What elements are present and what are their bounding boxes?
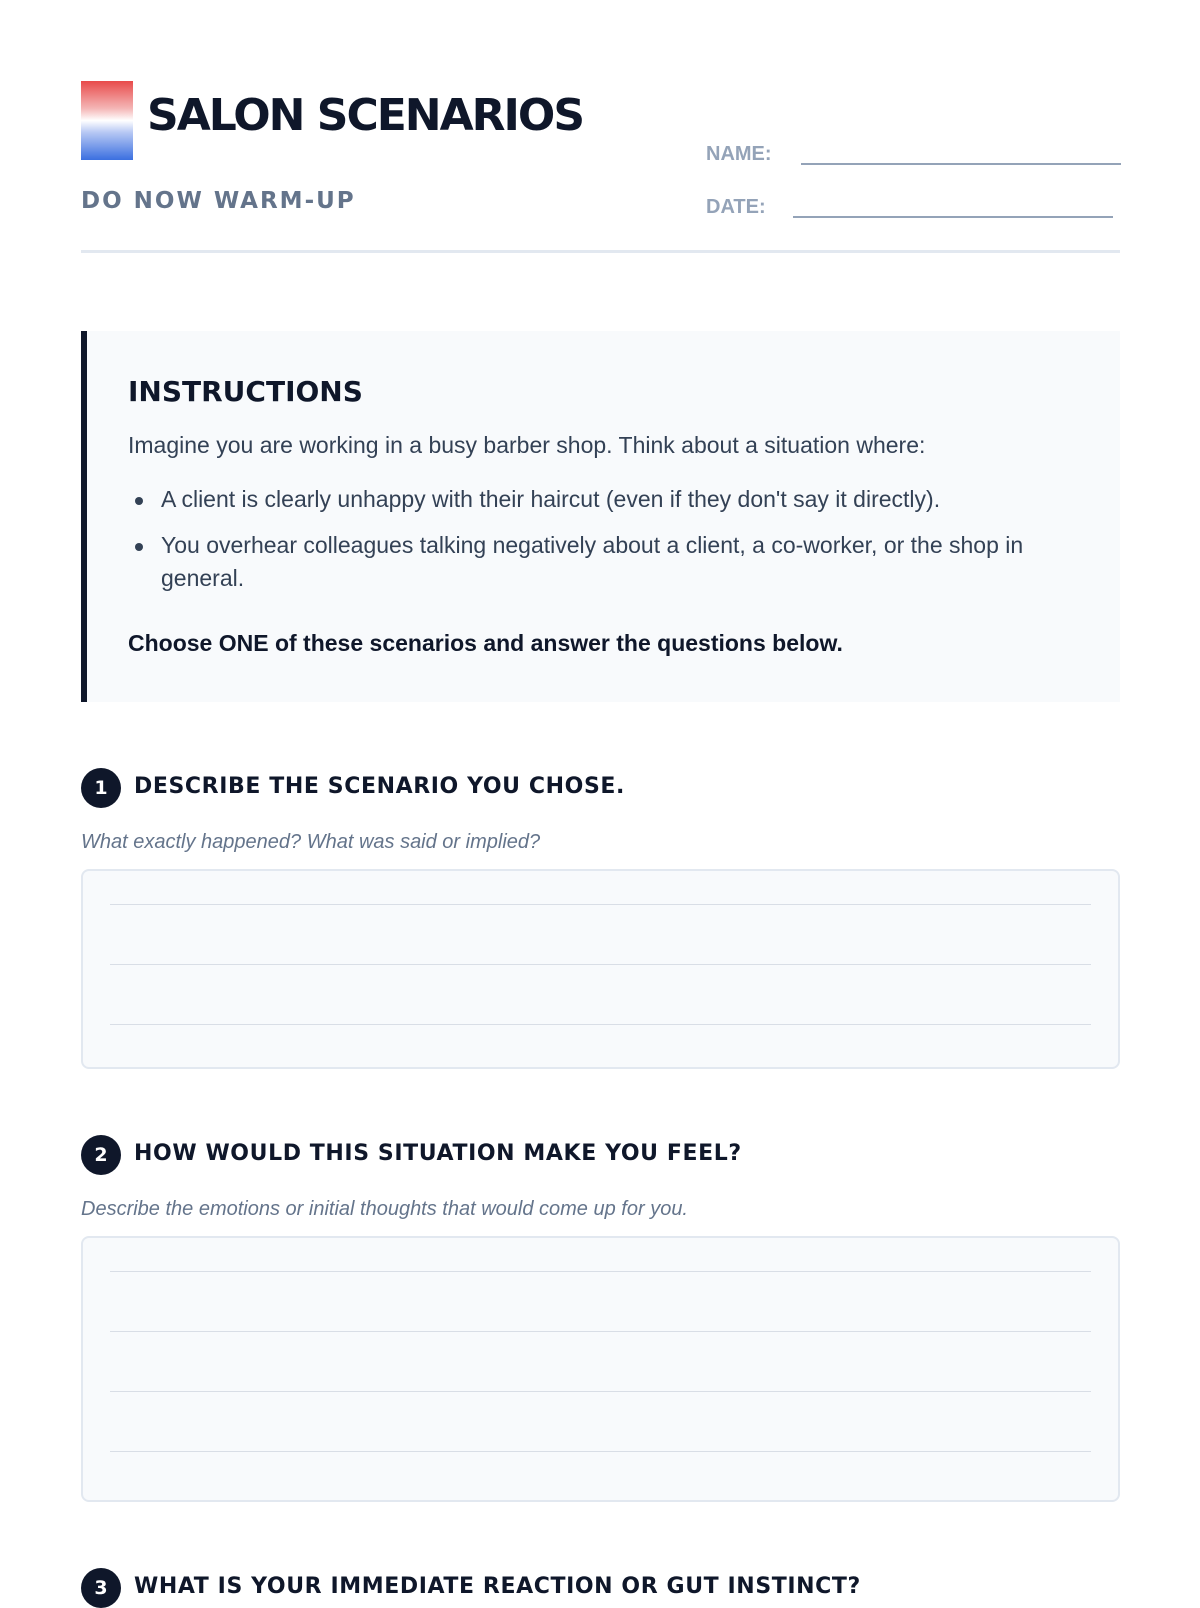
scenario-list [128, 483, 1088, 608]
instructions-intro: Imagine you are working in a busy barber shop. Think about a situation where: [128, 432, 926, 458]
question-title: HOW WOULD THIS SITUATION MAKE YOU FEEL? [134, 1141, 742, 1166]
scenario-text: A client is clearly unhappy with their haircut (even if they don't say it directly). [161, 486, 941, 512]
instructions-heading: INSTRUCTIONS [128, 375, 363, 408]
question-title: WHAT IS YOUR IMMEDIATE REACTION OR GUT INSTINCT? [134, 1574, 861, 1599]
question-hint: What exactly happened? What was said or implied? [81, 831, 541, 853]
worksheet-subtitle: DO NOW WARM-UP [81, 188, 356, 214]
question-title: DESCRIBE THE SCENARIO YOU CHOSE. [134, 774, 625, 799]
bullet-icon [135, 497, 143, 505]
worksheet-title: SALON SCENARIOS [147, 90, 584, 141]
answer-line [110, 904, 1091, 905]
question-number-badge: 2 [81, 1135, 121, 1175]
answer-box-2[interactable] [81, 1236, 1120, 1502]
bullet-icon [135, 543, 143, 551]
answer-box-1[interactable] [81, 869, 1120, 1069]
list-item [128, 529, 1088, 595]
answer-line [110, 1451, 1091, 1452]
question-number-badge: 3 [81, 1568, 121, 1608]
date-field[interactable] [793, 216, 1113, 218]
answer-line [110, 1331, 1091, 1332]
list-item [128, 483, 1088, 516]
scenario-text: You overhear colleagues talking negatively about a client, a co-worker, or the shop in general. [161, 532, 1024, 591]
answer-line [110, 964, 1091, 965]
worksheet-page [81, 0, 1120, 1599]
answer-line [110, 1024, 1091, 1025]
name-label: NAME: [706, 143, 772, 165]
answer-line [110, 1391, 1091, 1392]
instructions-directive: Choose ONE of these scenarios and answer the questions below. [128, 630, 843, 656]
question-number-badge: 1 [81, 768, 121, 808]
worksheet-header [81, 0, 1120, 253]
date-label: DATE: [706, 196, 766, 218]
instructions-panel [81, 331, 1120, 702]
answer-line [110, 1271, 1091, 1272]
barber-pole-icon [81, 81, 133, 160]
name-field[interactable] [801, 163, 1121, 165]
question-hint: Describe the emotions or initial thoughts that would come up for you. [81, 1198, 688, 1220]
